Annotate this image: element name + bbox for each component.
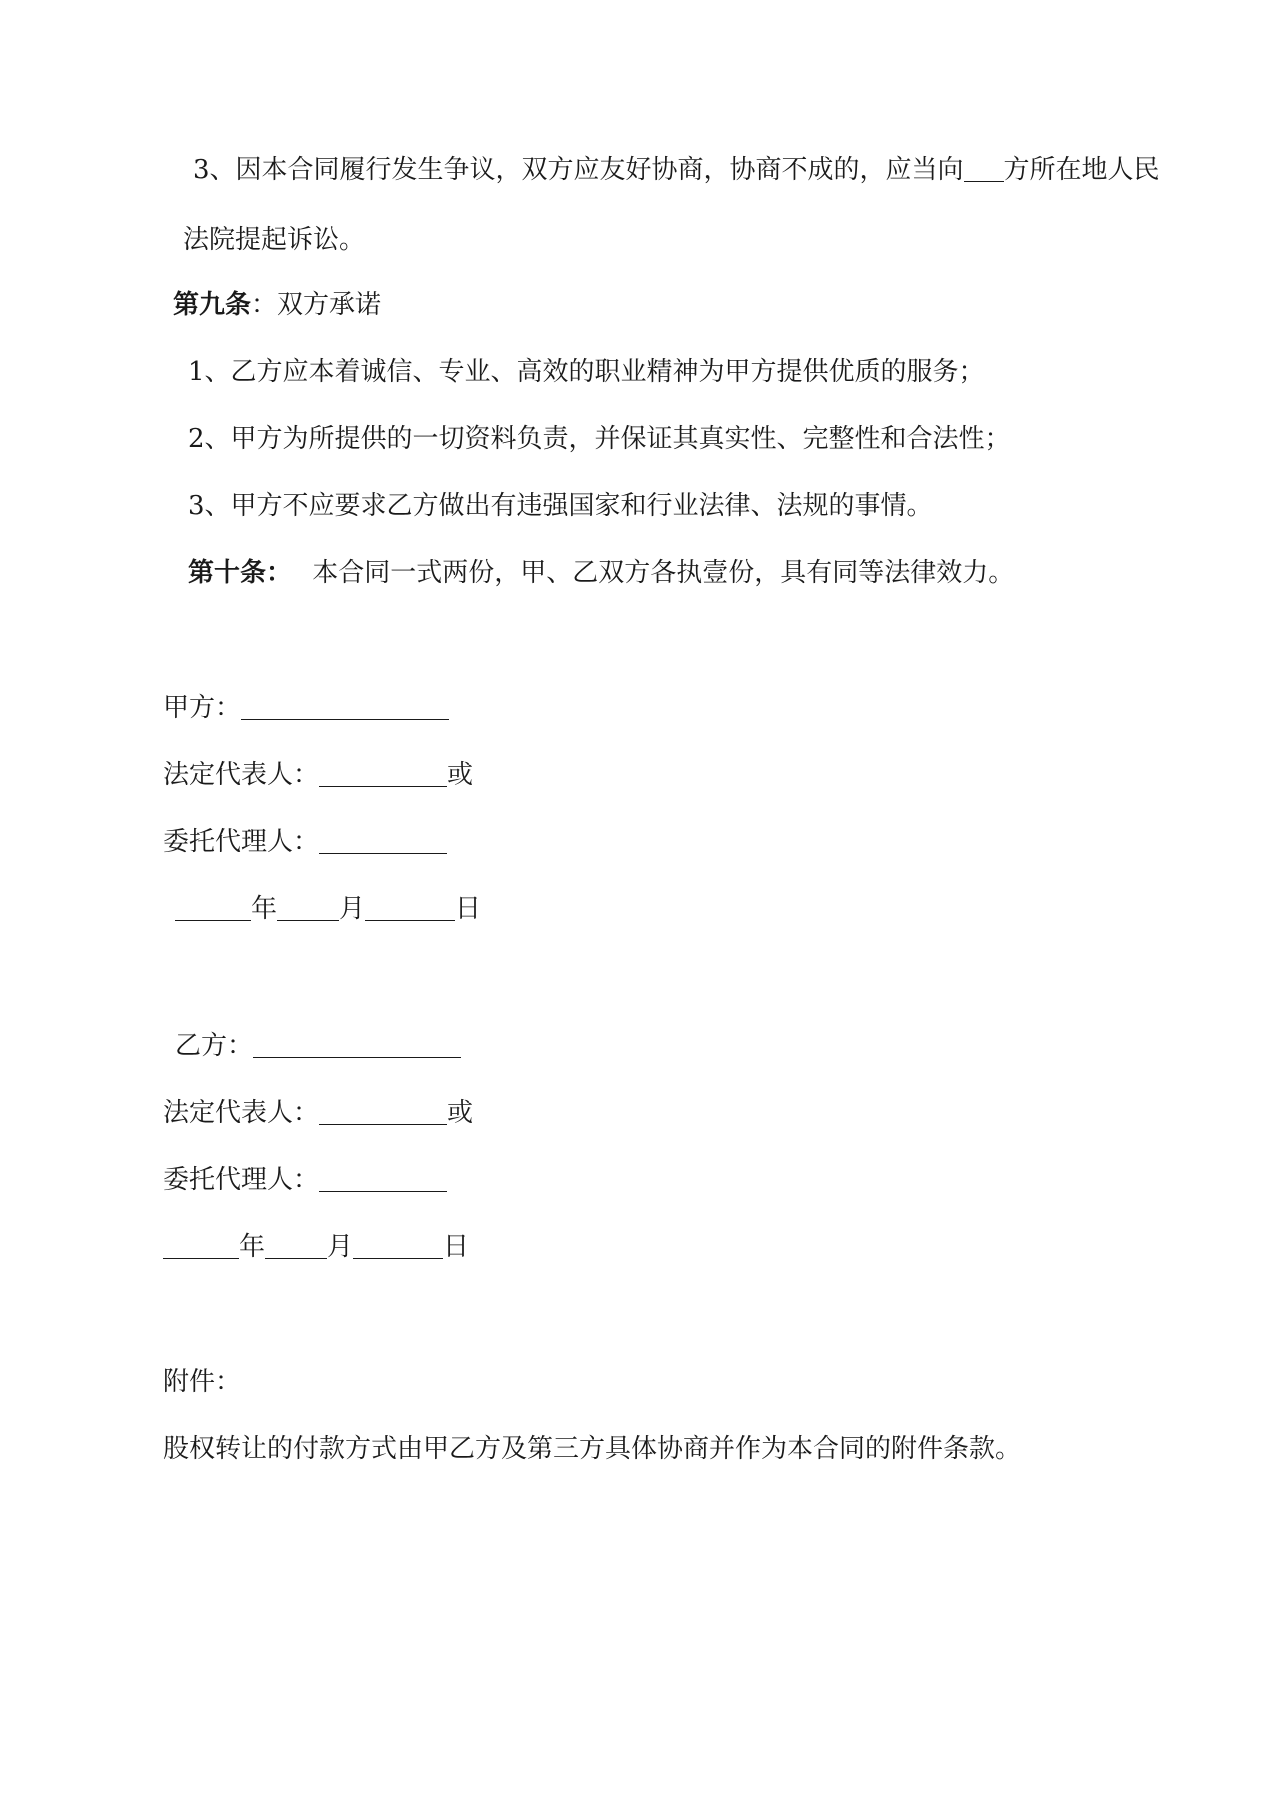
party-a-agent-row	[163, 822, 447, 862]
section10-label: 第十条：	[188, 558, 293, 588]
attachment-label: 附件：	[163, 1367, 242, 1397]
party-a-agent-label: 委托代理人：	[163, 827, 320, 857]
party-b-rep-blank[interactable]	[319, 1096, 447, 1125]
party-b-date-row	[163, 1227, 469, 1267]
party-a-day: 日	[455, 894, 482, 924]
party-a-date-row	[175, 889, 481, 929]
party-a-year-blank[interactable]	[175, 892, 251, 921]
section9-item1: 1、乙方应本着诚信、专业、高效的职业精神为甲方提供优质的服务；	[188, 357, 985, 387]
party-b-year: 年	[239, 1232, 266, 1262]
party-b-blank[interactable]	[253, 1029, 461, 1058]
party-b-row	[175, 1026, 461, 1066]
section9-heading	[173, 285, 381, 325]
party-b-rep-label: 法定代表人：	[163, 1098, 320, 1128]
party-b-day-blank[interactable]	[353, 1230, 443, 1259]
party-a-agent-blank[interactable]	[319, 825, 447, 854]
section8-item3-cont: 法院提起诉讼。	[183, 225, 366, 255]
party-a-month-blank[interactable]	[277, 892, 339, 921]
section9-item2: 2、甲方为所提供的一切资料负责，并保证其真实性、完整性和合法性；	[188, 424, 1011, 454]
section8-item3-text-end: 方所在地人民	[1003, 155, 1160, 185]
party-b-day: 日	[443, 1232, 470, 1262]
party-b-rep-row	[163, 1093, 473, 1133]
section9-title: ：双方承诺	[251, 290, 382, 320]
section8-item3	[193, 150, 1160, 190]
party-b-label: 乙方：	[175, 1031, 254, 1061]
party-b-agent-blank[interactable]	[319, 1163, 447, 1192]
court-party-blank[interactable]	[964, 153, 1004, 182]
section10	[188, 553, 1014, 593]
party-b-year-blank[interactable]	[163, 1230, 239, 1259]
section8-item3-text: 3、因本合同履行发生争议，双方应友好协商，协商不成的，应当向	[193, 155, 964, 185]
party-a-row	[163, 688, 449, 728]
party-b-month: 月	[327, 1232, 354, 1262]
party-a-rep-blank[interactable]	[319, 758, 447, 787]
party-a-rep-label: 法定代表人：	[163, 760, 320, 790]
section9-item3: 3、甲方不应要求乙方做出有违强国家和行业法律、法规的事情。	[188, 491, 933, 521]
party-a-blank[interactable]	[241, 691, 449, 720]
attachment-text: 股权转让的付款方式由甲乙方及第三方具体协商并作为本合同的附件条款。	[163, 1434, 1022, 1464]
party-a-label: 甲方：	[163, 693, 242, 723]
party-a-day-blank[interactable]	[365, 892, 455, 921]
party-a-month: 月	[339, 894, 366, 924]
party-b-or: 或	[447, 1098, 474, 1128]
section10-text: 本合同一式两份，甲、乙双方各执壹份，具有同等法律效力。	[312, 558, 1015, 588]
party-a-rep-row	[163, 755, 473, 795]
party-b-agent-row	[163, 1160, 447, 1200]
party-a-year: 年	[251, 894, 278, 924]
section9-label: 第九条	[173, 290, 252, 320]
party-b-month-blank[interactable]	[265, 1230, 327, 1259]
party-a-or: 或	[447, 760, 474, 790]
party-b-agent-label: 委托代理人：	[163, 1165, 320, 1195]
